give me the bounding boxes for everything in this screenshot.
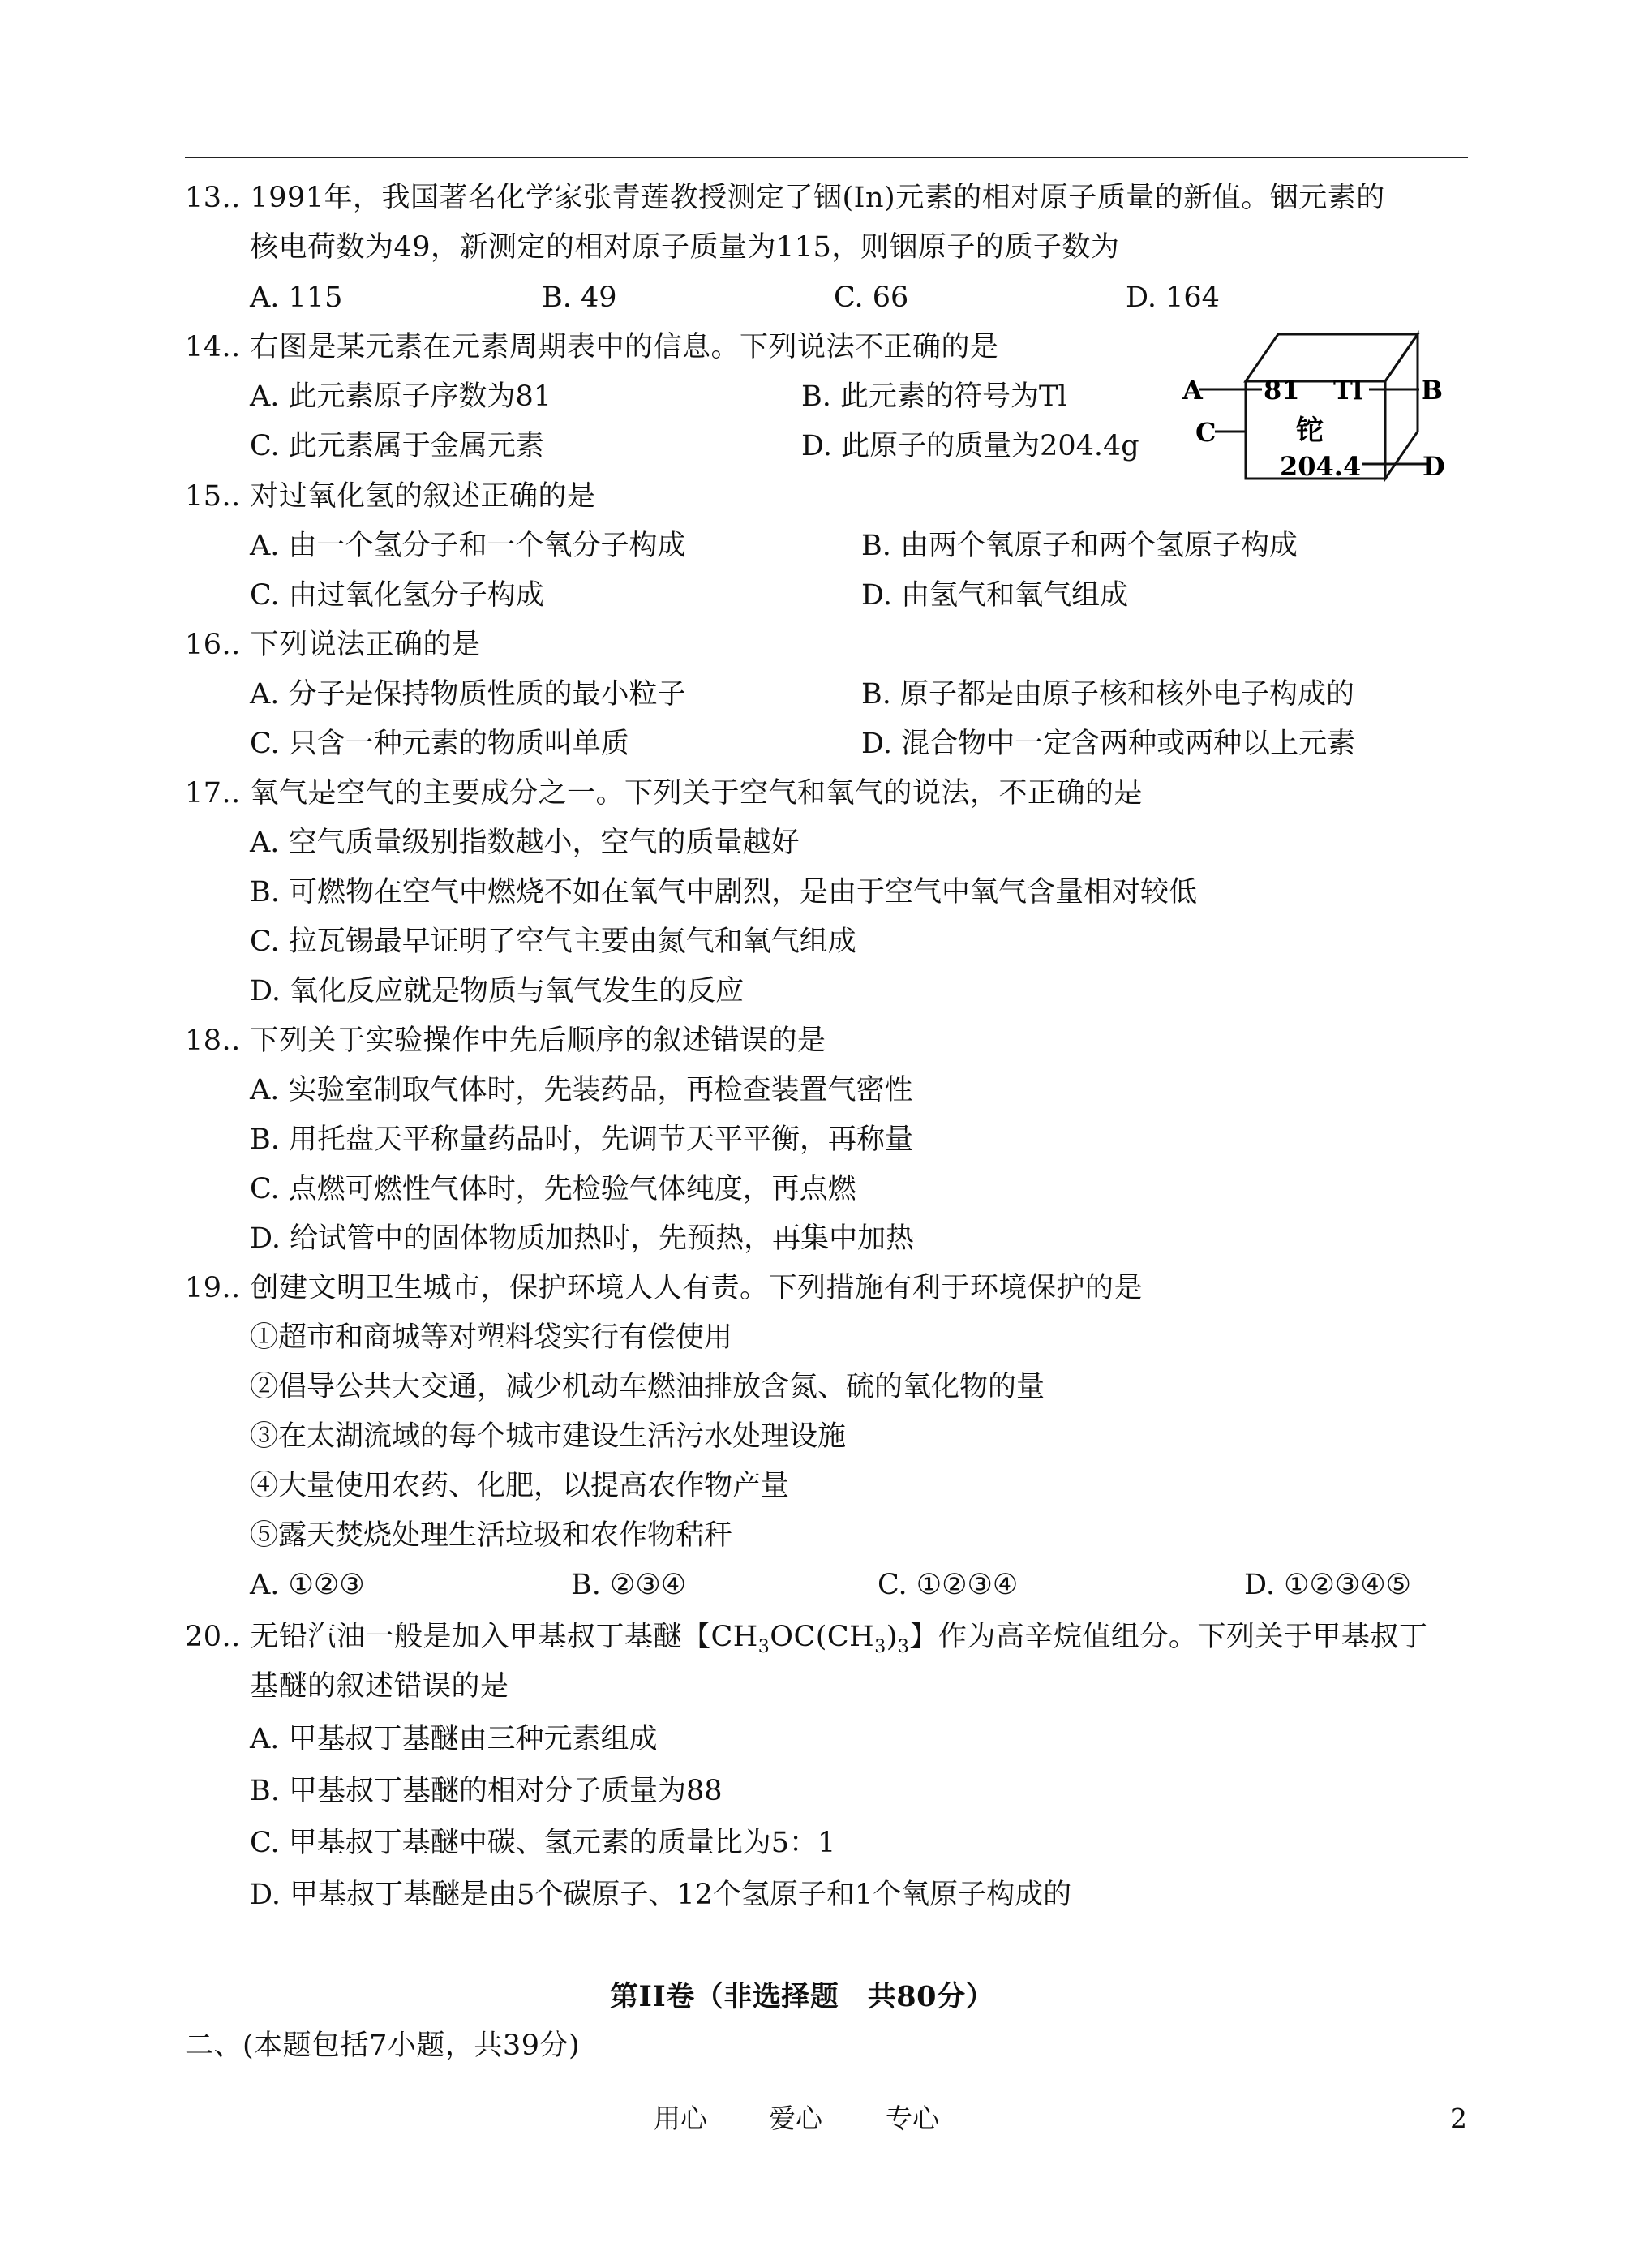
q16-option-c: C. 只含一种元素的物质叫单质 <box>250 728 629 760</box>
q15-option-b: B. 由两个氧原子和两个氢原子构成 <box>861 530 1298 562</box>
question-number: 19.. <box>185 1272 241 1304</box>
question-text: 1991年，我国著名化学家张青莲教授测定了铟(In)元素的相对原子质量的新值。铟元素的 <box>250 182 1385 214</box>
q15-option-c: C. 由过氧化氢分子构成 <box>250 579 544 612</box>
question-15-stem <box>185 479 595 514</box>
question-text: 右图是某元素在元素周期表中的信息。下列说法不正确的是 <box>250 331 999 363</box>
label-a: A <box>1182 375 1203 406</box>
q14-option-b: B. 此元素的符号为Tl <box>801 380 1067 413</box>
question-number: 14.. <box>185 331 241 363</box>
q16-option-b: B. 原子都是由原子核和核外电子构成的 <box>861 678 1354 711</box>
question-19-stem <box>185 1270 1143 1306</box>
q14-option-d: D. 此原子的质量为204.4g <box>801 430 1139 462</box>
atomic-number: 81 <box>1264 375 1300 406</box>
question-17-stem <box>185 775 1143 811</box>
question-number: 16.. <box>185 629 241 661</box>
atomic-mass: 204.4 <box>1280 451 1362 482</box>
question-text: 下列说法正确的是 <box>250 629 481 661</box>
subscript-3: 3 <box>757 1637 770 1657</box>
element-name: 铊 <box>1296 415 1324 447</box>
label-c: C <box>1195 417 1217 448</box>
subscript-3: 3 <box>874 1637 886 1657</box>
question-20-stem <box>185 1619 1427 1655</box>
q17-option-d: D. 氧化反应就是物质与氧气发生的反应 <box>250 975 745 1007</box>
q14-option-c: C. 此元素属于金属元素 <box>250 430 544 462</box>
element-symbol: Tl <box>1333 375 1362 406</box>
q19-option-d: D. ①②③④⑤ <box>1244 1569 1411 1601</box>
footer-word-2: 爱心 <box>769 2103 822 2134</box>
q20-option-d: D. 甲基叔丁基醚是由5个碳原子、12个氢原子和1个氧原子构成的 <box>250 1879 1072 1911</box>
subscript-3: 3 <box>897 1637 910 1657</box>
question-number: 18.. <box>185 1024 241 1057</box>
q19-item-2: ②倡导公共大交通，减少机动车燃油排放含氮、硫的氧化物的量 <box>250 1371 1045 1403</box>
q19-item-3: ③在太湖流域的每个城市建设生活污水处理设施 <box>250 1420 847 1453</box>
q15-option-a: A. 由一个氢分子和一个氧分子构成 <box>250 530 686 562</box>
question-text: 下列关于实验操作中先后顺序的叙述错误的是 <box>250 1024 826 1057</box>
header-rule <box>185 157 1468 158</box>
question-text: 创建文明卫生城市，保护环境人人有责。下列措施有利于环境保护的是 <box>250 1272 1143 1304</box>
footer-word-3: 专心 <box>886 2103 939 2134</box>
label-b: B <box>1421 375 1444 406</box>
question-text: 氧气是空气的主要成分之一。下列关于空气和氧气的说法，不正确的是 <box>250 777 1143 810</box>
question-20-stem-cont: 基醚的叙述错误的是 <box>250 1670 509 1703</box>
q15-option-d: D. 由氢气和氧气组成 <box>861 579 1129 612</box>
label-d: D <box>1423 451 1445 482</box>
q19-item-5: ⑤露天焚烧处理生活垃圾和农作物秸秆 <box>250 1519 733 1552</box>
question-number: 20.. <box>185 1621 241 1653</box>
question-number: 13.. <box>185 182 241 214</box>
element-card-figure <box>1182 331 1445 501</box>
q17-option-b: B. 可燃物在空气中燃烧不如在氧气中剧烈，是由于空气中氧气含量相对较低 <box>250 876 1197 908</box>
question-text-part4: 】作为高辛烷值组分。下列关于甲基叔丁 <box>909 1621 1428 1653</box>
q19-option-c: C. ①②③④ <box>878 1569 1019 1601</box>
q20-option-b: B. 甲基叔丁基醚的相对分子质量为88 <box>250 1775 723 1807</box>
question-13-stem <box>185 180 1385 216</box>
q17-option-c: C. 拉瓦锡最早证明了空气主要由氮气和氧气组成 <box>250 926 856 958</box>
element-card-drawing <box>1182 331 1445 501</box>
question-18-stem <box>185 1023 826 1059</box>
q19-option-b: B. ②③④ <box>571 1569 687 1601</box>
q13-option-b: B. 49 <box>542 281 617 314</box>
question-text-part2: OC(CH <box>770 1621 875 1653</box>
q19-option-a: A. ①②③ <box>250 1569 365 1601</box>
q20-option-c: C. 甲基叔丁基醚中碳、氢元素的质量比为5：1 <box>250 1827 836 1859</box>
q16-option-a: A. 分子是保持物质性质的最小粒子 <box>250 678 686 711</box>
question-text: 对过氧化氢的叙述正确的是 <box>250 480 596 513</box>
q20-option-a: A. 甲基叔丁基醚由三种元素组成 <box>250 1723 658 1755</box>
footer-word-1: 用心 <box>654 2103 707 2134</box>
question-14-stem <box>185 329 998 365</box>
question-16-stem <box>185 627 480 663</box>
section-subtitle: 二、(本题包括7小题，共39分) <box>185 2030 581 2062</box>
q13-option-c: C. 66 <box>834 281 909 314</box>
q19-item-4: ④大量使用农药、化肥，以提高农作物产量 <box>250 1470 790 1502</box>
q18-option-a: A. 实验室制取气体时，先装药品，再检查装置气密性 <box>250 1074 913 1106</box>
q13-option-d: D. 164 <box>1126 281 1220 314</box>
q19-item-1: ①超市和商城等对塑料袋实行有偿使用 <box>250 1321 733 1354</box>
q18-option-c: C. 点燃可燃性气体时，先检验气体纯度，再点燃 <box>250 1173 856 1205</box>
q16-option-d: D. 混合物中一定含两种或两种以上元素 <box>861 728 1356 760</box>
card-side-face <box>1385 334 1418 479</box>
page-number: 2 <box>1450 2103 1467 2134</box>
q14-option-a: A. 此元素原子序数为81 <box>250 380 552 413</box>
q18-option-b: B. 用托盘天平称量药品时，先调节天平平衡，再称量 <box>250 1123 913 1156</box>
section-title: 第II卷（非选择题 共80分） <box>610 1980 994 2013</box>
q13-option-a: A. 115 <box>250 281 343 314</box>
question-13-stem-cont: 核电荷数为49，新测定的相对原子质量为115，则铟原子的质子数为 <box>250 231 1120 264</box>
question-number: 17.. <box>185 777 241 810</box>
question-text-part3: ) <box>886 1621 898 1653</box>
q18-option-d: D. 给试管中的固体物质加热时，先预热，再集中加热 <box>250 1222 915 1255</box>
q17-option-a: A. 空气质量级别指数越小，空气的质量越好 <box>250 827 800 859</box>
question-text-part1: 无铅汽油一般是加入甲基叔丁基醚【CH <box>250 1621 758 1653</box>
question-number: 15.. <box>185 480 241 513</box>
